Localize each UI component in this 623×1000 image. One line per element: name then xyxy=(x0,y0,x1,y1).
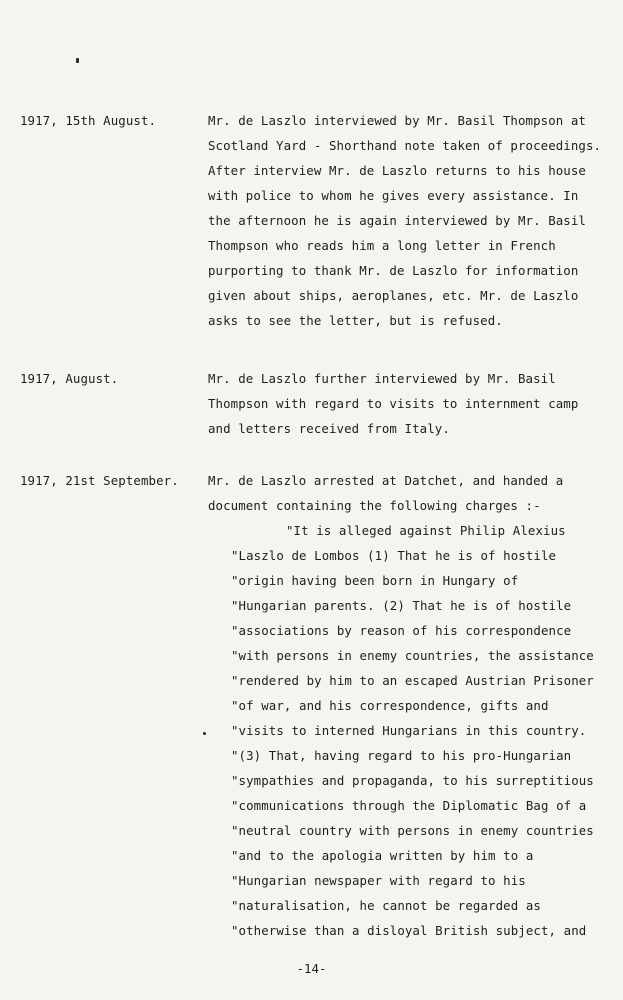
entry-date: 1917, 15th August. xyxy=(20,113,157,128)
text-line: Mr. de Laszlo further interviewed by Mr. Basil xyxy=(208,371,556,386)
text-line: the afternoon he is again interviewed by Mr. Basil xyxy=(208,213,586,228)
quote-line: "visits to interned Hungarians in this country. xyxy=(231,723,587,738)
entry-date: 1917, August. xyxy=(20,371,119,386)
quote-line: "of war, and his correspondence, gifts and xyxy=(231,698,549,713)
entry-text xyxy=(208,108,623,333)
margin-dot xyxy=(203,732,206,735)
quote-line: "communications through the Diplomatic Bag of a xyxy=(231,798,587,813)
text-line: Thompson with regard to visits to internment camp xyxy=(208,396,579,411)
page-number: -14- xyxy=(296,961,327,976)
quote-line: "with persons in enemy countries, the assistance xyxy=(231,648,594,663)
quote-line: "neutral country with persons in enemy countries xyxy=(231,823,594,838)
entry-text xyxy=(208,468,623,943)
quoted-charges-first-line: "It is alleged against Philip Alexius xyxy=(286,523,566,538)
quote-line: "otherwise than a disloyal British subject, and xyxy=(231,923,587,938)
quote-line: "Laszlo de Lombos (1) That he is of hostile xyxy=(231,548,557,563)
quote-line: "associations by reason of his correspondence xyxy=(231,623,572,638)
quoted-charges xyxy=(231,543,623,943)
text-line: with police to whom he gives every assistance. In xyxy=(208,188,579,203)
text-line: Scotland Yard - Shorthand note taken of proceedings. xyxy=(208,138,602,153)
text-line: given about ships, aeroplanes, etc. Mr. de Laszlo xyxy=(208,288,579,303)
quote-line: "Hungarian newspaper with regard to his xyxy=(231,873,526,888)
text-line: Mr. de Laszlo interviewed by Mr. Basil Thompson at xyxy=(208,113,586,128)
quote-line: "(3) That, having regard to his pro-Hungarian xyxy=(231,748,572,763)
quote-line: "rendered by him to an escaped Austrian Prisoner xyxy=(231,673,594,688)
text-line: and letters received from Italy. xyxy=(208,421,450,436)
text-line: After interview Mr. de Laszlo returns to his house xyxy=(208,163,586,178)
quote-line: "origin having been born in Hungary of xyxy=(231,573,519,588)
quote-line: "and to the apologia written by him to a xyxy=(231,848,534,863)
entry-date: 1917, 21st September. xyxy=(20,473,179,488)
text-line: purporting to thank Mr. de Laszlo for information xyxy=(208,263,579,278)
text-line: Thompson who reads him a long letter in French xyxy=(208,238,556,253)
entry-text xyxy=(208,366,623,441)
quote-line: "Hungarian parents. (2) That he is of hostile xyxy=(231,598,572,613)
ink-speck xyxy=(76,58,79,63)
quote-line: "sympathies and propaganda, to his surreptitious xyxy=(231,773,594,788)
text-line: asks to see the letter, but is refused. xyxy=(208,313,503,328)
text-line: document containing the following charges :- xyxy=(208,498,541,513)
quote-line: "naturalisation, he cannot be regarded as xyxy=(231,898,541,913)
text-line: Mr. de Laszlo arrested at Datchet, and handed a xyxy=(208,473,564,488)
